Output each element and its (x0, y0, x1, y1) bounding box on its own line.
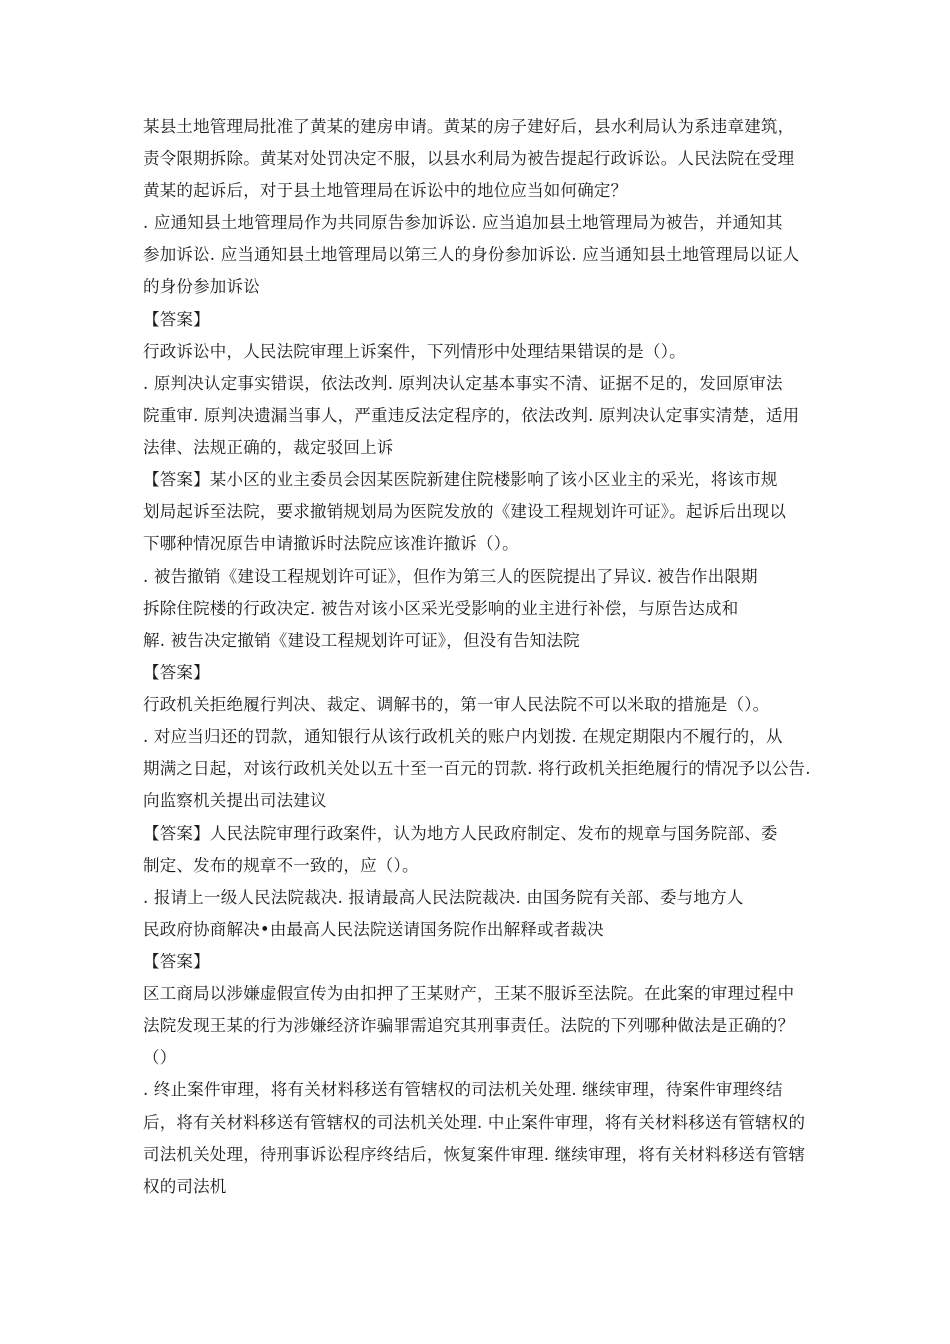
text-line: . 原判决认定事实错误，依法改判. 原判决认定基本事实不清、证据不足的，发回原审法 (143, 374, 783, 393)
text-line: 期满之日起，对该行政机关处以五十至一百元的罚款. 将行政机关拒绝履行的情况予以公告. (143, 759, 811, 778)
text-line: 黄某的起诉后，对于县土地管理局在诉讼中的地位应当如何确定？ (143, 181, 628, 200)
text-line: （） (143, 1048, 177, 1067)
text-line: 某县土地管理局批准了黄某的建房申请。黄某的房子建好后，县水利局认为系违章建筑， (143, 117, 795, 136)
text-line: . 对应当归还的罚款，通知银行从该行政机关的账户内划拨. 在规定期限内不履行的，从 (143, 727, 783, 746)
text-line: 向监察机关提出司法建议 (143, 791, 327, 810)
text-line: . 报请上一级人民法院裁决. 报请最高人民法院裁决. 由国务院有关部、委与地方人 (143, 888, 744, 907)
answer-label: 【答案】 (143, 952, 210, 971)
text-line: 拆除住院楼的行政决定. 被告对该小区采光受影响的业主进行补偿，与原告达成和 (143, 599, 739, 618)
question-line: 区工商局以涉嫌虚假宣传为由扣押了王某财产，王某不服诉至法院。在此案的审理过程中 (143, 984, 795, 1003)
text-line: 院重审. 原判决遗漏当事人，严重违反法定程序的，依法改判. 原判决认定事实清楚，适用 (143, 406, 800, 425)
text-line: 法律、法规正确的，裁定驳回上诉 (143, 438, 394, 457)
text-line: . 被告撤销《建设工程规划许可证》，但作为第三人的医院提出了异议. 被告作出限期 (143, 567, 758, 586)
text-line: 司法机关处理，待刑事诉讼程序终结后，恢复案件审理. 继续审理，将有关材料移送有管辖 (143, 1145, 806, 1164)
text-line: 解. 被告决定撤销《建设工程规划许可证》，但没有告知法院 (143, 631, 580, 650)
text-line: 法院发现王某的行为涉嫌经济诈骗罪需追究其刑事责任。法院的下列哪种做法是正确的？ (143, 1016, 795, 1035)
text-line: . 终止案件审理，将有关材料移送有管辖权的司法机关处理. 继续审理，待案件审理终结 (143, 1080, 783, 1099)
question-line: 行政机关拒绝履行判决、裁定、调解书的，第一审人民法院不可以米取的措施是（）。 (143, 695, 770, 714)
question-line: 行政诉讼中，人民法院审理上诉案件，下列情形中处理结果错误的是（）。 (143, 342, 686, 361)
text-line: . 应通知县土地管理局作为共同原告参加诉讼. 应当追加县土地管理局为被告，并通知其 (143, 213, 783, 232)
answer-label: 【答案】人民法院审理行政案件，认为地方人民政府制定、发布的规章与国务院部、委 (143, 824, 778, 843)
answer-label: 【答案】 (143, 310, 210, 329)
text-line: 参加诉讼. 应当通知县土地管理局以第三人的身份参加诉讼. 应当通知县土地管理局以证人 (143, 245, 800, 264)
text-line: 制定、发布的规章不一致的，应（）。 (143, 856, 419, 875)
text-line: 下哪种情况原告申请撤诉时法院应该准许撤诉（）。 (143, 534, 519, 553)
text-line: 的身份参加诉讼 (143, 277, 260, 296)
text-line: 后，将有关材料移送有管辖权的司法机关处理. 中止案件审理，将有关材料移送有管辖权的 (143, 1113, 806, 1132)
text-line: 民政府协商解决•由最高人民法院送请国务院作出解释或者裁决 (143, 920, 604, 939)
answer-label: 【答案】某小区的业主委员会因某医院新建住院楼影响了该小区业主的采光，将该市规 (143, 470, 778, 489)
text-line: 责令限期拆除。黄某对处罚决定不服，以县水利局为被告提起行政诉讼。人民法院在受理 (143, 149, 795, 168)
text-line: 划局起诉至法院，要求撤销规划局为医院发放的《建设工程规划许可证》。起诉后出现以 (143, 502, 787, 521)
text-line: 权的司法机 (143, 1177, 227, 1196)
answer-label: 【答案】 (143, 663, 210, 682)
